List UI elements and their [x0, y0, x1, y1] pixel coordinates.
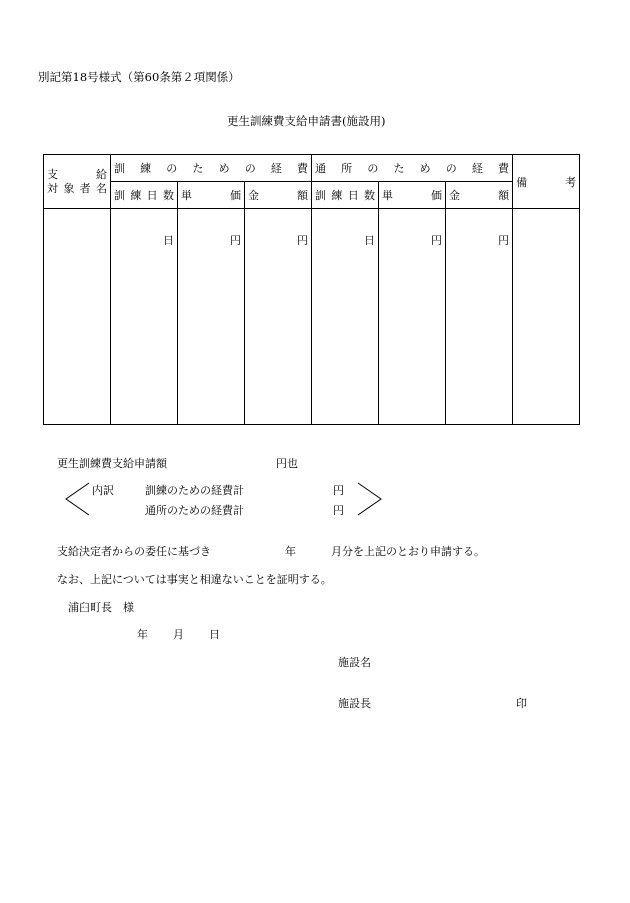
training-expense-header: 訓 練 の た め の 経 費: [111, 155, 312, 182]
training-unit-price-cell[interactable]: 円: [178, 209, 245, 425]
commute-total-label: 通所のための経費計: [145, 504, 244, 517]
seal-mark: 印: [516, 697, 527, 710]
training-total-unit: 円: [333, 484, 344, 497]
right-bracket: [356, 482, 386, 518]
training-total-label: 訓練のための経費計: [145, 484, 244, 497]
commute-total-unit: 円: [333, 504, 344, 517]
commute-unit-price-header: 単 価: [379, 182, 446, 209]
facility-name-label: 施設名: [338, 656, 371, 669]
certification-statement: なお、上記については事実と相違ないことを証明する。: [57, 573, 332, 586]
total-unit: 円也: [276, 457, 298, 470]
training-amount-header: 金 額: [245, 182, 312, 209]
date-day: 日: [209, 628, 220, 641]
statement-suffix: 月分を上記のとおり申請する。: [331, 545, 485, 558]
date-year: 年: [137, 628, 148, 641]
addressee: 浦臼町長 様: [68, 601, 134, 614]
remarks-cell[interactable]: [513, 209, 580, 425]
statement-year: 年: [285, 545, 296, 558]
expense-table: [43, 154, 580, 425]
commute-days-cell[interactable]: 日: [312, 209, 379, 425]
document-title: 更生訓練費支給申請書(施設用): [227, 114, 386, 128]
commute-days-header: 訓 練 日 数: [312, 182, 379, 209]
statement-prefix: 支給決定者からの委任に基づき: [57, 545, 211, 558]
target-name-cell[interactable]: [44, 209, 111, 425]
total-label: 更生訓練費支給申請額: [57, 457, 167, 470]
target-name-header: 支 給 対 象 者 名: [44, 155, 111, 209]
left-bracket: [64, 482, 94, 518]
commute-unit-price-cell[interactable]: 円: [379, 209, 446, 425]
training-unit-price-header: 単 価: [178, 182, 245, 209]
remarks-header: 備 考: [513, 155, 580, 209]
date-month: 月: [173, 628, 184, 641]
commute-expense-header: 通 所 の た め の 経 費: [312, 155, 513, 182]
training-amount-cell[interactable]: 円: [245, 209, 312, 425]
commute-amount-cell[interactable]: 円: [446, 209, 513, 425]
training-days-cell[interactable]: 日: [111, 209, 178, 425]
training-days-header: 訓 練 日 数: [111, 182, 178, 209]
form-number: 別記第18号様式（第60条第２項関係）: [38, 70, 240, 84]
breakdown-label: 内訳: [92, 484, 114, 497]
commute-amount-header: 金 額: [446, 182, 513, 209]
facility-head-label: 施設長: [338, 697, 371, 710]
